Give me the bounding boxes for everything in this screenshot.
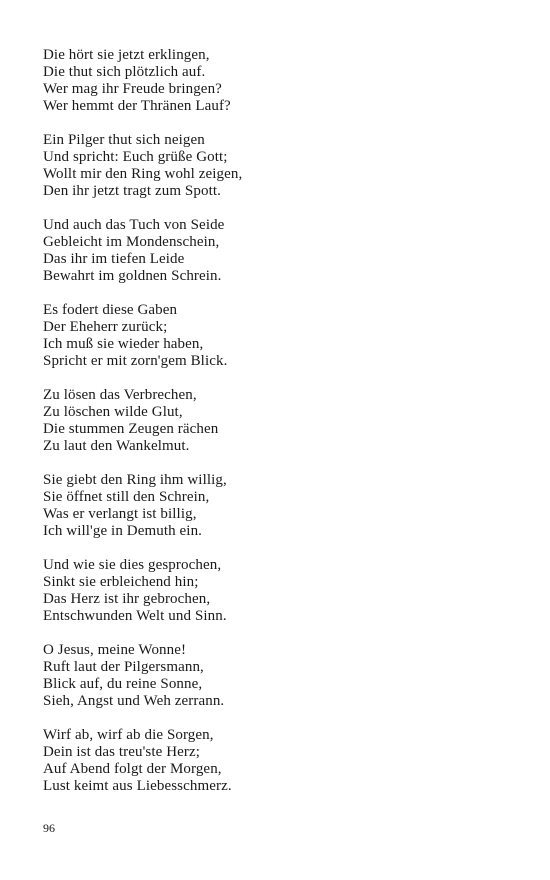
stanza-9 (43, 727, 523, 795)
stanza-4 (43, 302, 523, 370)
poem-line: Wirf ab, wirf ab die Sorgen, (43, 727, 214, 743)
poem-line: Sie öffnet still den Schrein, (43, 489, 210, 505)
stanza-8 (43, 642, 523, 710)
poem-line: Und spricht: Euch grüße Gott; (43, 149, 228, 165)
poem-line: Ich will'ge in Demuth ein. (43, 523, 203, 539)
poem-line: Den ihr jetzt tragt zum Spott. (43, 183, 221, 199)
poem-line: Es fodert diese Gaben (43, 302, 178, 318)
poem-line: Zu löschen wilde Glut, (43, 404, 183, 420)
poem-line: Wer hemmt der Thränen Lauf? (43, 98, 231, 114)
poem-line: Wer mag ihr Freude bringen? (43, 81, 222, 97)
poem-line: Sieh, Angst und Weh zerrann. (43, 693, 225, 709)
poem-line: Lust keimt aus Liebesschmerz. (43, 778, 232, 794)
page-number: 96 (43, 821, 55, 835)
poem-line: Blick auf, du reine Sonne, (43, 676, 203, 692)
poem-line: Ich muß sie wieder haben, (43, 336, 204, 352)
poem-line: Ein Pilger thut sich neigen (43, 132, 205, 148)
poem-line: Die hört sie jetzt erklingen, (43, 47, 210, 63)
stanza-1 (43, 47, 523, 115)
poem-line: Das Herz ist ihr gebrochen, (43, 591, 211, 607)
poem-line: Und wie sie dies gesprochen, (43, 557, 222, 573)
poem-line: Und auch das Tuch von Seide (43, 217, 225, 233)
poem-line: Was er verlangt ist billig, (43, 506, 197, 522)
poem-line: Ruft laut der Pilgersmann, (43, 659, 204, 675)
poem-line: Die stummen Zeugen rächen (43, 421, 219, 437)
poem-line: Die thut sich plötzlich auf. (43, 64, 206, 80)
poem-line: Spricht er mit zorn'gem Blick. (43, 353, 228, 369)
stanza-6 (43, 472, 523, 540)
stanza-2 (43, 132, 523, 200)
poem-line: Sie giebt den Ring ihm willig, (43, 472, 227, 488)
stanza-7 (43, 557, 523, 625)
stanza-5 (43, 387, 523, 455)
poem-line: Dein ist das treu'ste Herz; (43, 744, 201, 760)
poem-line: Das ihr im tiefen Leide (43, 251, 185, 267)
poem-line: Auf Abend folgt der Morgen, (43, 761, 222, 777)
poem-line: Bewahrt im goldnen Schrein. (43, 268, 222, 284)
poem-line: Sinkt sie erbleichend hin; (43, 574, 199, 590)
poem-line: O Jesus, meine Wonne! (43, 642, 187, 658)
poem-line: Wollt mir den Ring wohl zeigen, (43, 166, 243, 182)
poem-line: Zu laut den Wankelmut. (43, 438, 190, 454)
stanza-3 (43, 217, 523, 285)
poem-line: Gebleicht im Mondenschein, (43, 234, 220, 250)
poem-line: Der Eheherr zurück; (43, 319, 168, 335)
poem-line: Zu lösen das Verbrechen, (43, 387, 197, 403)
poem-line: Entschwunden Welt und Sinn. (43, 608, 227, 624)
poem-body (43, 47, 523, 812)
